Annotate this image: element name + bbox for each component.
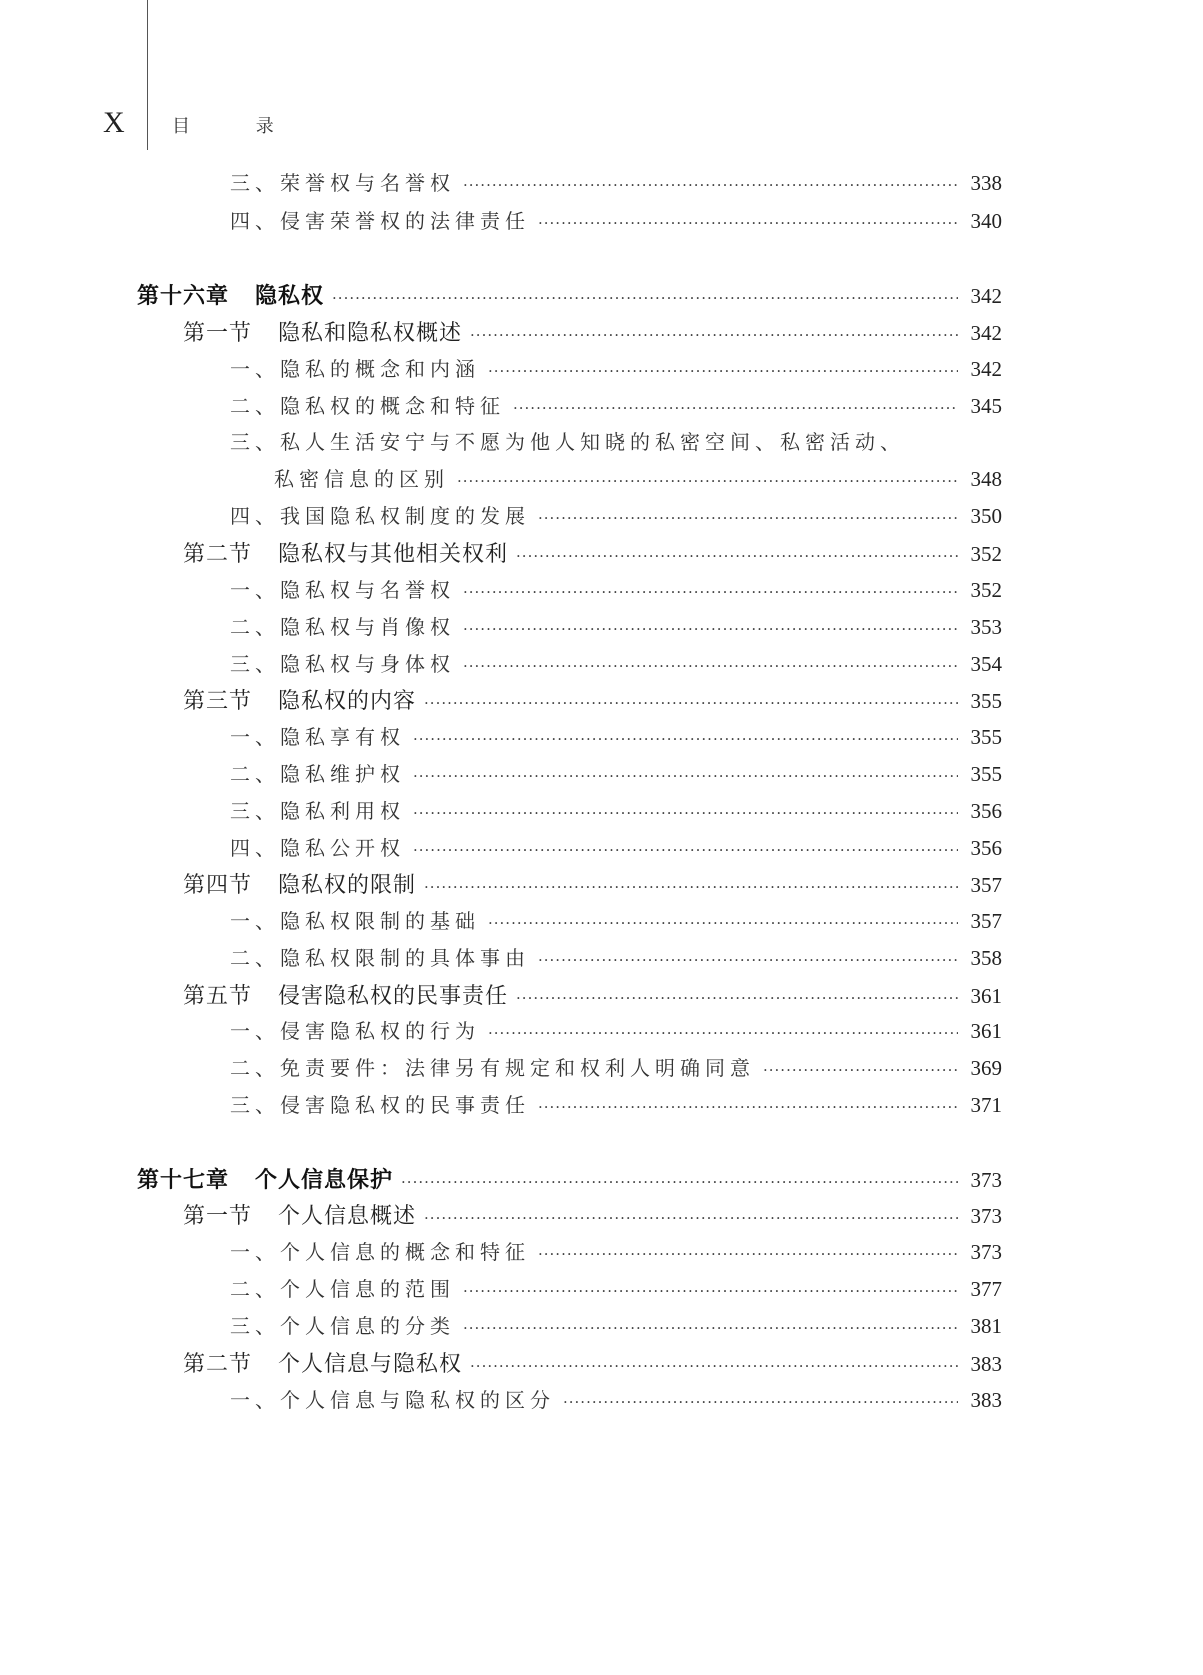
toc-section[interactable] [183,1199,1002,1229]
toc-entry-number: 第十六章 [137,283,230,309]
toc-entry-label [137,279,324,310]
dot-leader [413,767,958,785]
toc-item[interactable] [230,648,1002,678]
toc-entry-title: 隐私权的内容 [278,689,417,714]
dot-leader [488,914,958,932]
dot-leader [538,509,958,527]
toc-entry-label [230,648,455,677]
toc-entry-title: 二、隐私权与肖像权 [230,615,455,639]
toc-entry-title: 个人信息与隐私权 [278,1352,463,1377]
toc-item[interactable] [230,942,1002,972]
toc-page-number: 352 [970,578,1002,602]
toc-page-number: 354 [970,652,1002,676]
running-head: 目 录 [172,116,304,137]
toc-entry-label [183,684,416,715]
toc-item[interactable] [230,1273,1002,1303]
toc-item[interactable] [230,390,1002,420]
toc-item[interactable] [230,1052,1002,1082]
toc-entry-label [183,1199,416,1230]
toc-section[interactable] [183,537,1002,567]
toc-page-number: 348 [970,467,1002,491]
dot-leader [763,1061,958,1079]
toc-item[interactable] [230,611,1002,641]
toc-entry-title: 二、隐私维护权 [230,762,405,786]
dot-leader [470,326,958,344]
toc-entry-title: 四、我国隐私权制度的发展 [230,504,530,528]
toc-entry-number: 第一节 [183,1204,253,1229]
toc-page-number: 371 [970,1093,1002,1117]
toc-item[interactable] [230,1310,1002,1340]
dot-leader [463,583,958,601]
toc-entry-label [230,574,455,603]
toc-entry-label [183,868,416,899]
toc-entry-label [230,1052,755,1081]
toc-page-number: 356 [970,799,1002,823]
toc-page-number: 383 [970,1352,1002,1376]
toc-entry-title: 二、个人信息的范围 [230,1277,455,1301]
toc-entry-title: 一、个人信息的概念和特征 [230,1240,530,1264]
toc-page-number: 356 [970,836,1002,860]
toc-section[interactable] [183,316,1002,346]
dot-leader [424,1209,958,1227]
toc-item[interactable] [230,1384,1002,1414]
toc-chapter[interactable] [137,1163,1002,1193]
toc-page-number: 373 [970,1204,1002,1228]
toc-entry-label [230,905,480,934]
dot-leader [538,1245,958,1263]
toc-entry-label [230,1384,555,1413]
toc-item[interactable] [230,721,1002,751]
toc-entry-number: 第四节 [183,873,253,898]
dot-leader [463,620,958,638]
toc-entry-label [183,979,508,1010]
toc-section[interactable] [183,979,1002,1009]
toc-entry-title: 隐私权 [255,283,325,309]
dot-leader [424,694,958,712]
toc-entry-label [137,1163,393,1194]
toc-page-number: 340 [970,209,1002,233]
toc-item[interactable] [230,1236,1002,1266]
toc-page-number: 345 [970,394,1002,418]
toc-entry-title: 隐私权与其他相关权利 [278,542,509,567]
toc-entry-title: 二、隐私权的概念和特征 [230,394,505,418]
dot-leader [538,951,958,969]
toc-entry-title: 三、侵害隐私权的民事责任 [230,1093,530,1117]
toc-page-number: 355 [970,725,1002,749]
toc-page-number: 353 [970,615,1002,639]
dot-leader [488,1024,958,1042]
toc-page-number: 383 [970,1388,1002,1412]
toc-item[interactable] [230,795,1002,825]
dot-leader [516,989,958,1007]
toc-item[interactable] [230,832,1002,862]
toc-entry-label [230,1310,455,1339]
toc-entry-label [230,1015,480,1044]
toc-entry-label [183,1347,462,1378]
toc-entry-label [230,500,530,529]
toc-item[interactable] [230,1089,1002,1119]
toc-entry-title: 隐私和隐私权概述 [278,321,463,346]
toc-page-number: 355 [970,762,1002,786]
dot-leader [463,1282,958,1300]
dot-leader [457,472,958,490]
dot-leader [401,1173,958,1191]
toc-entry-label [230,167,455,196]
toc-entry-label [230,832,405,861]
toc-page-number: 357 [970,873,1002,897]
toc-page-number: 342 [970,357,1002,381]
toc-entry-title: 私密信息的区别 [274,467,449,491]
dot-leader [463,1319,958,1337]
dot-leader [513,399,958,417]
toc-entry-number: 第二节 [183,1352,253,1377]
toc-entry-title: 一、隐私的概念和内涵 [230,357,480,381]
toc-entry-number: 第五节 [183,984,253,1009]
toc-entry-label [230,353,480,382]
toc-page-number: 358 [970,946,1002,970]
toc-page-number: 361 [970,1019,1002,1043]
toc-page-number: 373 [970,1168,1002,1192]
toc-page-number: 357 [970,909,1002,933]
toc-page-number: 355 [970,689,1002,713]
dot-leader [332,289,958,307]
toc-page-number: 342 [970,321,1002,345]
toc-entry-title: 三、荣誉权与名誉权 [230,171,455,195]
toc-item[interactable] [230,1015,1002,1045]
dot-leader [413,730,958,748]
toc-entry-label [230,611,455,640]
toc-item[interactable] [230,167,1002,197]
toc-page-number: 342 [970,284,1002,308]
toc-entry-label [274,463,449,492]
dot-leader [424,878,958,896]
toc-entry-title: 一、隐私享有权 [230,725,405,749]
toc-entry-title: 四、侵害荣誉权的法律责任 [230,209,530,233]
toc-entry-label [183,537,508,568]
toc-item[interactable] [230,353,1002,383]
toc-entry-title: 三、隐私利用权 [230,799,405,823]
toc-entry-title: 一、隐私权限制的基础 [230,909,480,933]
toc-entry-title: 一、个人信息与隐私权的区分 [230,1388,555,1412]
toc-item[interactable] [230,905,1002,935]
toc-entry-number: 第十七章 [137,1167,230,1193]
toc-entry-label [183,316,462,347]
toc-entry-title: 三、个人信息的分类 [230,1314,455,1338]
toc-entry-label [230,390,505,419]
toc-entry-label [230,205,530,234]
toc-chapter[interactable] [137,279,1002,309]
dot-leader [516,547,958,565]
toc-entry-label [230,1089,530,1118]
toc-entry-title: 四、隐私公开权 [230,836,405,860]
toc-entry-title: 三、隐私权与身体权 [230,652,455,676]
toc-page-number: 373 [970,1240,1002,1264]
dot-leader [413,841,958,859]
dot-leader [538,1098,958,1116]
dot-leader [463,657,958,675]
toc-page-number: 338 [970,171,1002,195]
dot-leader [488,362,958,380]
toc-entry-label [230,795,405,824]
dot-leader [413,804,958,822]
toc-item[interactable] [274,463,1002,493]
toc-entry-number: 第三节 [183,689,253,714]
page-number: X [103,106,125,139]
toc-entry-title: 一、侵害隐私权的行为 [230,1019,480,1043]
toc-item[interactable] [230,574,1002,604]
margin-rule [147,0,148,150]
toc-entry-label [230,942,530,971]
toc-entry-label [230,758,405,787]
toc-item[interactable] [230,758,1002,788]
toc-page-number: 352 [970,542,1002,566]
toc-page-number: 361 [970,984,1002,1008]
toc-entry-label [230,1236,530,1265]
toc-entry-number: 第二节 [183,542,253,567]
toc-entry-title: 个人信息保护 [255,1167,394,1193]
toc-item-first-line: 三、私人生活安宁与不愿为他人知晓的私密空间、私密活动、 [230,430,905,454]
toc-section[interactable] [183,868,1002,898]
dot-leader [538,214,958,232]
toc-page-number: 381 [970,1314,1002,1338]
dot-leader [463,176,958,194]
dot-leader [470,1357,958,1375]
dot-leader [563,1393,958,1411]
toc-page-number: 350 [970,504,1002,528]
toc-item[interactable] [230,500,1002,530]
toc-page-number: 377 [970,1277,1002,1301]
toc-entry-number: 第一节 [183,321,253,346]
toc-entry-title: 侵害隐私权的民事责任 [278,984,509,1009]
toc-entry-label [230,1273,455,1302]
toc-item[interactable] [230,205,1002,235]
toc-section[interactable] [183,684,1002,714]
toc-page-number: 369 [970,1056,1002,1080]
toc-entry-title: 一、隐私权与名誉权 [230,578,455,602]
toc-entry-title: 个人信息概述 [278,1204,417,1229]
toc-entry-title: 二、免责要件：法律另有规定和权利人明确同意 [230,1056,755,1080]
toc-entry-label [230,721,405,750]
toc-entry-title: 隐私权的限制 [278,873,417,898]
toc-section[interactable] [183,1347,1002,1377]
toc-entry-title: 二、隐私权限制的具体事由 [230,946,530,970]
